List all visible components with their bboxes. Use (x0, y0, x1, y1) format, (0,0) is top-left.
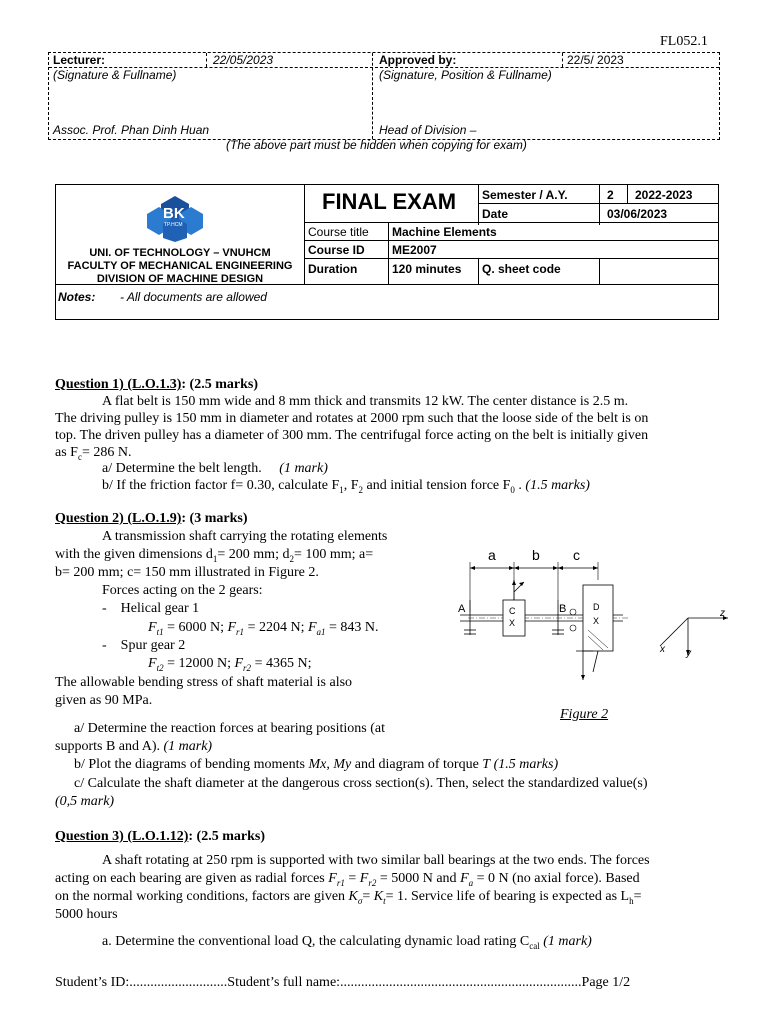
duration: 120 minutes (392, 262, 462, 276)
notes: - All documents are allowed (120, 290, 267, 304)
logo-subtext: TP.HCM (164, 222, 183, 228)
q2-line-1: A transmission shaft carrying the rotating elements (102, 529, 388, 544)
q2-gear-1: - Helical gear 1 (102, 601, 200, 616)
axis-x: x (660, 644, 665, 655)
dim-a: a (488, 547, 496, 563)
q2-gear-2: - Spur gear 2 (102, 638, 186, 653)
semester-label: Semester / A.Y. (482, 188, 568, 202)
support-b: B (559, 603, 567, 615)
q2-part-c: c/ Calculate the shaft diameter at the dangerous cross section(s). Then, select the standardized value(s) (74, 776, 648, 791)
exam-header (55, 184, 719, 320)
footer: Student’s ID:............................Student’s full name:.....................................................................Page 1/2 (55, 975, 631, 990)
q1-heading: Question 1) (L.O.1.3): (2.5 marks) (55, 377, 258, 392)
lecturer-label: Lecturer: (53, 53, 106, 67)
axis-y: y (686, 648, 691, 659)
date-label: Date (482, 207, 509, 221)
division-name: DIVISION OF MACHINE DESIGN (96, 273, 264, 285)
qsheet-label: Q. sheet code (482, 262, 561, 276)
lecturer-date: 22/05/2023 (213, 53, 274, 67)
figure-caption: Figure 2 (560, 707, 609, 722)
q2-gear-1-forces: $F_{t1} = 6000$ N; $F_{r1} = 2204$ N; $F_{a1} = 843$ N. (148, 620, 379, 637)
notes-label: Notes: (58, 290, 96, 304)
dim-c: c (573, 547, 580, 563)
q2-line-5: The allowable bending stress of shaft material is also (55, 675, 353, 690)
academic-year: 2022-2023 (635, 188, 693, 202)
hidden-note: (The above part must be hidden when copying for exam) (226, 138, 527, 152)
exam-date: 03/06/2023 (607, 207, 668, 221)
q2-line-2: with the given dimensions $d_1= 200$ mm; $d_2= 100$ mm; a= (55, 547, 374, 564)
head-of-division: Head of Division – (379, 123, 477, 137)
course-id: ME2007 (392, 243, 437, 257)
q3-line-1: A shaft rotating at 250 rpm is supported with two similar ball bearings at the two ends. The forces (102, 853, 650, 868)
approved-label: Approved by: (379, 53, 457, 67)
gear-x-2: X (593, 616, 600, 626)
duration-label: Duration (308, 262, 358, 276)
q2-heading: Question 2) (L.O.1.9): (3 marks) (55, 511, 248, 526)
dim-b: b (532, 547, 540, 563)
q2-part-b: b/ Plot the diagrams of bending moments Mx, My and diagram of torque T (1.5 marks) (74, 757, 559, 772)
q2-gear-2-forces: $F_{t2} = 12000$ N; $F_{r2} = 4365$ N; (148, 656, 312, 673)
q2-line-4: Forces acting on the 2 gears: (102, 583, 263, 598)
q3-line-3: on the normal working conditions, factors are given $K_\sigma= K_t= 1$. Service life of bearing is expected as $L_h=$ (55, 889, 642, 906)
course-id-label: Course ID (308, 243, 365, 257)
lecturer-name: Assoc. Prof. Phan Dinh Huan (53, 123, 210, 137)
approved-date: 22/5/ 2023 (567, 53, 624, 67)
form-code: FL052.1 (660, 34, 708, 49)
figure-2 (448, 540, 738, 710)
gear-d: D (593, 602, 600, 612)
university-name: UNI. OF TECHNOLOGY – VNUHCM (89, 247, 271, 259)
semester-value: 2 (607, 188, 614, 202)
q2-line-3: b= 200 mm; c= 150 mm illustrated in Figure 2. (55, 565, 319, 580)
gear-x-1: X (509, 618, 516, 628)
logo-text: BK (163, 205, 185, 222)
q3-line-4: 5000 hours (55, 907, 118, 922)
approval-box (48, 52, 720, 140)
university-logo (144, 195, 206, 243)
axis-z: z (720, 608, 725, 619)
q2-part-a-1: a/ Determine the reaction forces at bearing positions (at (74, 721, 385, 736)
course-title: Machine Elements (392, 225, 497, 239)
q1-line-4: as $F_c= 286$ N. (55, 445, 132, 462)
q1-part-b: b/ If the friction factor f= 0.30, calculate $F_1$, $F_2$ and initial tension force $F_0$ . (1.5 marks) (102, 478, 590, 495)
q2-line-6: given as 90 MPa. (55, 693, 153, 708)
q3-part-a: a. Determine the conventional load Q, the calculating dynamic load rating $C_{cal}$ (1 mark) (102, 934, 592, 951)
q2-part-a-2: supports B and A). (1 mark) (55, 739, 213, 754)
q3-line-2: acting on each bearing are given as radial forces $F_{r1} = F_{r2} = 5000$ N and $F_a = 0$ N (no axial force). Based (55, 871, 640, 888)
q1-line-2: The driving pulley is 150 mm in diameter and rotates at 2000 rpm such that the loose side of the belt is on (55, 411, 649, 426)
faculty-name: FACULTY OF MECHANICAL ENGINEERING (67, 260, 293, 272)
q2-part-c-mark: (0,5 mark) (55, 794, 115, 809)
q1-line-3: top. The driven pulley has a diameter of 300 mm. The centrifugal force acting on the belt is initially given (55, 428, 649, 443)
gear-c: C (509, 606, 516, 616)
exam-title: FINAL EXAM (322, 189, 457, 214)
support-a: A (458, 603, 466, 615)
course-title-label: Course title (308, 225, 369, 239)
signature-right: (Signature, Position & Fullname) (379, 68, 552, 82)
signature-left: (Signature & Fullname) (53, 68, 177, 82)
q1-line-1: A flat belt is 150 mm wide and 8 mm thick and transmits 12 kW. The center distance is 2.5 m. (102, 394, 629, 409)
q3-heading: Question 3) (L.O.1.12): (2.5 marks) (55, 829, 265, 844)
q1-part-a: a/ Determine the belt length. (1 mark) (102, 461, 328, 476)
